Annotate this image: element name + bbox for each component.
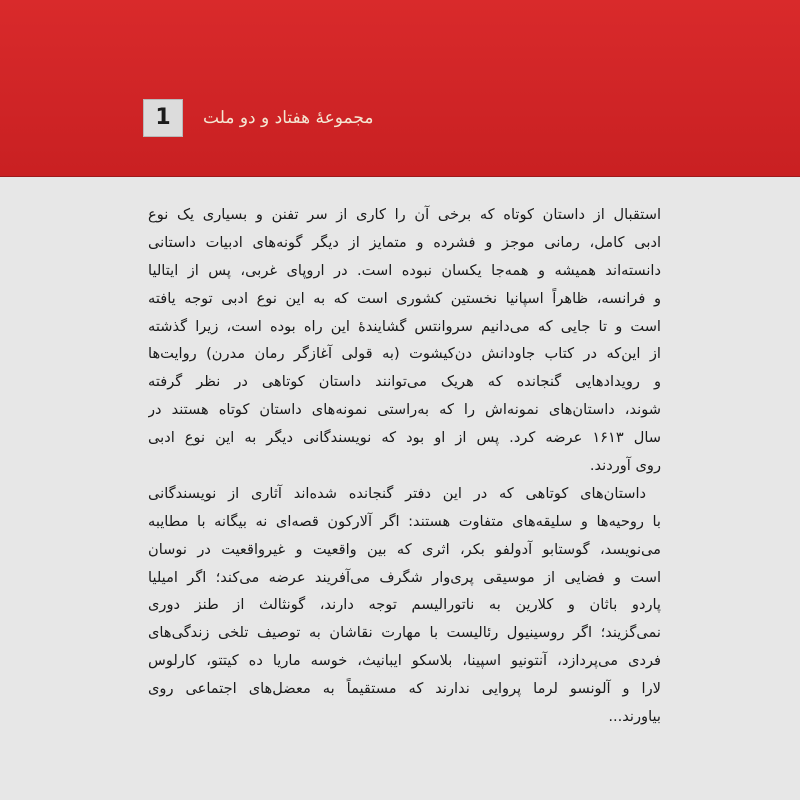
- text-line: روی آوردند.: [589, 457, 661, 475]
- text-line: بیاورند...: [608, 708, 661, 726]
- series-row: [143, 97, 373, 138]
- text-line: پاردو باثان و کلارین به ناتورالیسم توجه دارند، گونثالث از طنز دوری: [148, 596, 661, 614]
- text-line: و رویدادهایی گنجانده که هریک می‌توانند داستان کوتاهی در نظر گرفته: [148, 373, 661, 391]
- text-line: شوند، داستان‌های نمونه‌اش را که به‌راستی نمونه‌های داستان کوتاه هستند در: [148, 401, 661, 419]
- text-line: لارا و آلونسو لرما پروایی ندارند که مستقیماً به معضل‌های اجتماعی روی: [148, 680, 661, 698]
- text-line: و فرانسه، ظاهراً اسپانیا نخستین کشوری است که به این نوع ادبی توجه یافته: [148, 289, 661, 307]
- body-text: [148, 201, 661, 731]
- volume-number-badge: 1: [143, 99, 183, 137]
- series-title: مجموعهٔ هفتاد و دو ملت: [203, 107, 374, 128]
- text-line: با روحیه‌ها و سلیقه‌های متفاوت هستند: اگر آلارکون قصه‌ای نه بیگانه با مطایبه: [148, 512, 661, 530]
- text-line: فردی می‌پردازد، آنتونیو اسپینا، بلاسکو ایبانیث، خوسه ماریا ده کیتتو، کارلوس: [148, 652, 661, 670]
- text-line: ادبی کامل، رمانی موجز و فشرده و متمایز از دیگر گونه‌های ادبیات داستانی: [148, 233, 661, 251]
- text-line: است و فضایی از موسیقی پری‌وار شگرف می‌آفریند عرضه می‌کند؛ اگر امیلیا: [148, 568, 661, 586]
- text-line: است و تا جایی که می‌دانیم سروانتس گشایندهٔ این راه بوده است، زیرا گذشته: [148, 317, 661, 335]
- text-line: می‌نویسد، گوستابو آدولفو بکر، اثری که بین واقعیت و غیرواقعیت در نوسان: [148, 540, 661, 558]
- text-line: سال ۱۶۱۳ عرضه کرد. پس از او بود که نویسندگانی دیگر به این نوع ادبی: [148, 429, 661, 447]
- header-banner: [0, 0, 800, 177]
- text-line: استقبال از داستان کوتاه که برخی آن را کاری از سر تفنن و بسیاری یک نوع: [148, 206, 661, 223]
- text-line: از این‌که در کتاب جاودانش دن‌کیشوت (به قولی آغازگر رمان مدرن) روایت‌ها: [148, 345, 661, 363]
- text-line: دانسته‌اند همیشه و همه‌جا یکسان نبوده است. در اروپای غربی، پس از ایتالیا: [148, 261, 661, 279]
- text-line: داستان‌های کوتاهی که در این دفتر گنجانده شده‌اند آثاری از نویسندگانی: [148, 484, 646, 502]
- text-line: نمی‌گزیند؛ اگر روسینیول رئالیست با مهارت نقاشان به توصیف تلخی زندگی‌های: [148, 624, 661, 642]
